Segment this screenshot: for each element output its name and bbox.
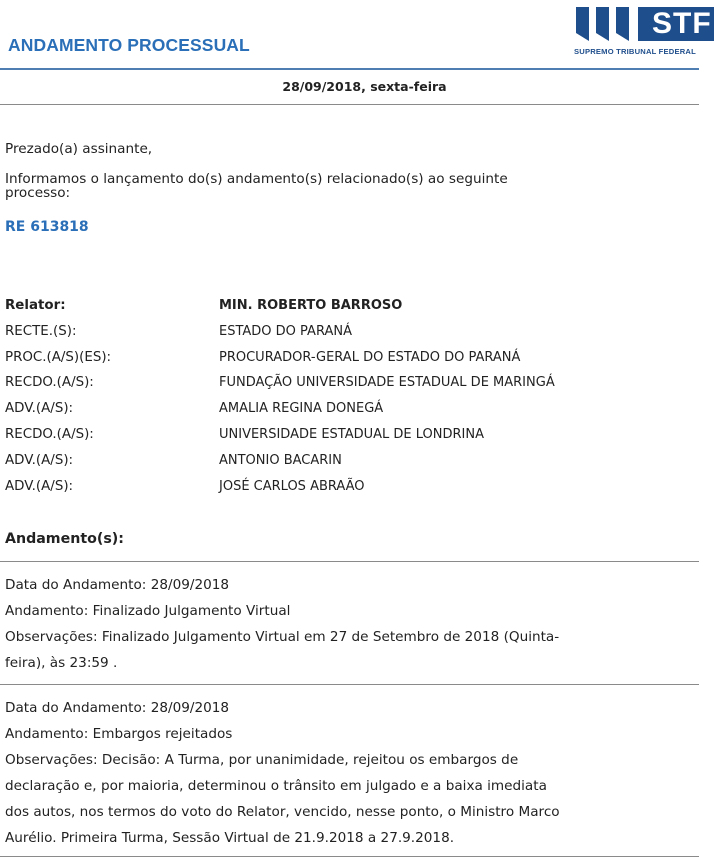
date-text: 28/09/2018, sexta-feira — [282, 79, 447, 94]
party-label: RECDO.(A/S): — [5, 426, 94, 442]
entry-notes-cont: declaração e, por maioria, determinou o trânsito em julgado e a baixa imediata — [5, 778, 547, 794]
page-title: ANDAMENTO PROCESSUAL — [8, 35, 250, 55]
greeting: Prezado(a) assinante, — [5, 141, 153, 157]
entry-date: Data do Andamento: 28/09/2018 — [5, 700, 230, 716]
divider — [0, 684, 699, 685]
party-value: ANTONIO BACARIN — [219, 452, 342, 468]
divider — [0, 561, 699, 562]
header — [0, 0, 712, 70]
party-value: FUNDAÇÃO UNIVERSIDADE ESTADUAL DE MARINGÁ — [219, 375, 555, 391]
party-value: MIN. ROBERTO BARROSO — [219, 298, 403, 313]
party-label: ADV.(A/S): — [5, 401, 74, 417]
entry-status: Andamento: Finalizado Julgamento Virtual — [5, 603, 291, 619]
party-value: PROCURADOR-GERAL DO ESTADO DO PARANÁ — [219, 349, 521, 365]
party-value: AMALIA REGINA DONEGÁ — [219, 401, 384, 417]
party-label: ADV.(A/S): — [5, 452, 74, 468]
intro-text — [5, 172, 508, 200]
party-row — [5, 350, 695, 376]
party-value: UNIVERSIDADE ESTADUAL DE LONDRINA — [219, 426, 485, 442]
party-row — [5, 427, 695, 453]
stf-logo-subtitle: SUPREMO TRIBUNAL FEDERAL — [574, 47, 696, 56]
andamento-entry — [5, 695, 699, 851]
party-value: ESTADO DO PARANÁ — [219, 323, 352, 339]
party-label: Relator: — [5, 298, 66, 313]
stf-logo-text: STF — [638, 7, 714, 41]
intro-line-1: Informamos o lançamento do(s) andamento(s) relacionado(s) ao seguinte — [5, 171, 508, 187]
andamento-entry — [5, 572, 699, 676]
date-bar — [0, 70, 699, 105]
party-row — [5, 479, 695, 505]
party-row — [5, 375, 695, 401]
entry-status: Andamento: Embargos rejeitados — [5, 726, 233, 742]
entry-date: Data do Andamento: 28/09/2018 — [5, 577, 230, 593]
party-row — [5, 453, 695, 479]
entry-notes-cont: feira), às 23:59 . — [5, 655, 118, 671]
party-label: PROC.(A/S)(ES): — [5, 349, 112, 365]
entry-notes-cont: dos autos, nos termos do voto do Relator, vencido, nesse ponto, o Ministro Marco — [5, 804, 560, 820]
intro-line-2: processo: — [5, 185, 71, 201]
parties-table — [5, 298, 695, 504]
party-row — [5, 401, 695, 427]
stf-logo — [574, 4, 714, 64]
party-label: RECDO.(A/S): — [5, 375, 94, 391]
party-row — [5, 324, 695, 350]
party-row — [5, 298, 695, 324]
party-label: RECTE.(S): — [5, 323, 77, 339]
process-number: RE 613818 — [5, 219, 89, 235]
party-value: JOSÉ CARLOS ABRAÃO — [219, 478, 365, 494]
party-label: ADV.(A/S): — [5, 478, 74, 494]
entry-notes-cont: Aurélio. Primeira Turma, Sessão Virtual de 21.9.2018 a 27.9.2018. — [5, 830, 455, 846]
entry-notes: Observações: Finalizado Julgamento Virtual em 27 de Setembro de 2018 (Quinta- — [5, 629, 560, 645]
stf-logo-bars-icon — [574, 7, 638, 41]
entry-notes: Observações: Decisão: A Turma, por unanimidade, rejeitou os embargos de — [5, 752, 519, 768]
andamentos-heading: Andamento(s): — [5, 531, 124, 547]
divider — [0, 856, 699, 857]
